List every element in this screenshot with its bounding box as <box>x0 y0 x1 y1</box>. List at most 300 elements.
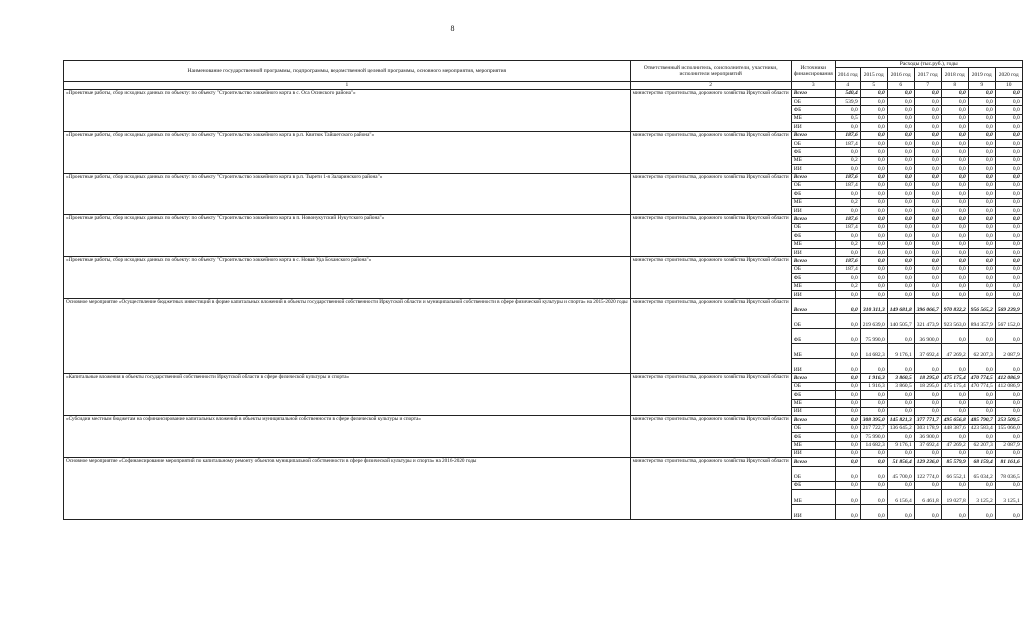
expense-value: 0,0 <box>835 207 860 215</box>
expense-value: 47 269,2 <box>941 441 968 449</box>
expense-value: 0,0 <box>995 98 1022 106</box>
expense-value: 0,0 <box>860 173 887 181</box>
expense-value: 149 681,8 <box>887 299 914 314</box>
expense-value: 0,0 <box>835 165 860 173</box>
funding-source: ФБ <box>791 433 835 441</box>
funding-source: Всего <box>791 257 835 265</box>
expense-value: 0,0 <box>968 265 995 273</box>
expense-value: 377 771,7 <box>914 416 941 424</box>
expense-value: 0,0 <box>941 139 968 147</box>
funding-source: Всего <box>791 131 835 139</box>
column-index: 9 <box>968 82 995 89</box>
expense-value: 448 387,6 <box>941 424 968 432</box>
table-row <box>64 374 1023 382</box>
expense-value: 0,0 <box>835 458 860 466</box>
expense-value: 0,0 <box>835 416 860 424</box>
table-row <box>64 299 1023 314</box>
expense-value: 567 152,0 <box>995 314 1022 329</box>
year-header: 2016 год <box>887 68 914 82</box>
expense-value: 0,0 <box>835 299 860 314</box>
year-header: 2017 год <box>914 68 941 82</box>
expense-value: 0,0 <box>835 359 860 374</box>
expense-value: 475 175,4 <box>941 382 968 390</box>
expense-value: 65 034,2 <box>968 466 995 481</box>
expense-value: 0,0 <box>914 257 941 265</box>
expense-value: 0,0 <box>860 391 887 399</box>
expense-value: 0,0 <box>887 407 914 415</box>
expense-value: 122 774,0 <box>914 466 941 481</box>
expense-value: 0,0 <box>914 274 941 282</box>
expense-value: 0,0 <box>860 466 887 481</box>
year-header: 2015 год <box>860 68 887 82</box>
expense-value: 0,0 <box>995 274 1022 282</box>
table-row <box>64 215 1023 223</box>
funding-source: ИИ <box>791 123 835 131</box>
expense-value: 0,0 <box>887 89 914 97</box>
expense-value: 0,0 <box>887 240 914 248</box>
expense-value: 0,0 <box>968 505 995 520</box>
expense-value: 0,0 <box>835 123 860 131</box>
expense-value: 68 159,4 <box>968 458 995 466</box>
expense-value: 187,4 <box>835 223 860 231</box>
funding-source: ИИ <box>791 165 835 173</box>
expense-value: 0,0 <box>860 490 887 505</box>
funding-source: Всего <box>791 299 835 314</box>
expense-value: 66 552,1 <box>941 466 968 481</box>
executor-name: министерство строительства, дорожного хозяйства Иркутской области <box>630 374 791 416</box>
expense-value: 0,0 <box>914 106 941 114</box>
expense-value: 0,0 <box>995 215 1022 223</box>
expense-value: 0,0 <box>860 98 887 106</box>
expense-value: 569 239,9 <box>995 299 1022 314</box>
expense-value: 0,0 <box>968 359 995 374</box>
expense-value: 0,0 <box>914 282 941 290</box>
expense-value: 129 236,0 <box>914 458 941 466</box>
expense-value: 9 176,1 <box>887 344 914 359</box>
expense-value: 0,0 <box>860 106 887 114</box>
expense-value: 0,0 <box>887 198 914 206</box>
expense-value: 0,0 <box>914 190 941 198</box>
expense-value: 3 860,5 <box>887 374 914 382</box>
expense-value: 0,0 <box>887 156 914 164</box>
expense-value: 0,0 <box>835 291 860 299</box>
expense-value: 0,0 <box>941 190 968 198</box>
expense-value: 0,0 <box>968 89 995 97</box>
year-header: 2018 год <box>941 68 968 82</box>
executor-name: министерство строительства, дорожного хозяйства Иркутской области <box>630 416 791 458</box>
expense-value: 9 176,1 <box>887 441 914 449</box>
expense-value: 0,0 <box>995 282 1022 290</box>
expense-value: 187,6 <box>835 257 860 265</box>
expense-value: 0,0 <box>914 131 941 139</box>
expense-value: 0,0 <box>835 466 860 481</box>
expense-value: 0,0 <box>968 215 995 223</box>
funding-source: ИИ <box>791 207 835 215</box>
column-index: 4 <box>835 82 860 89</box>
expense-value: 0,0 <box>914 181 941 189</box>
measure-name: «Проектные работы, сбор исходных данных по объекту: по объекту "Строительство хоккейного корта в с. Новая Уда Боханского района"» <box>64 257 631 299</box>
expense-value: 0,2 <box>835 156 860 164</box>
funding-source: ОБ <box>791 314 835 329</box>
year-header: 2014 год <box>835 68 860 82</box>
expense-value: 0,0 <box>968 123 995 131</box>
expense-value: 0,0 <box>887 114 914 122</box>
funding-source: ИИ <box>791 505 835 520</box>
expense-value: 0,0 <box>887 433 914 441</box>
measure-name: «Проектные работы, сбор исходных данных по объекту: по объекту "Строительство хоккейного корта в п. Новонукутский Нукутского района"» <box>64 215 631 257</box>
expense-value: 0,0 <box>968 291 995 299</box>
funding-source: МБ <box>791 399 835 407</box>
expense-value: 0,0 <box>835 314 860 329</box>
expense-value: 0,0 <box>941 114 968 122</box>
expense-value: 0,5 <box>835 114 860 122</box>
funding-source: МБ <box>791 156 835 164</box>
expense-value: 0,0 <box>860 481 887 489</box>
expense-value: 3 125,2 <box>968 490 995 505</box>
expense-value: 0,0 <box>860 249 887 257</box>
expense-value: 0,0 <box>995 232 1022 240</box>
expense-value: 0,0 <box>887 190 914 198</box>
expense-value: 0,0 <box>914 173 941 181</box>
expense-value: 0,0 <box>887 223 914 231</box>
measure-name: «Проектные работы, сбор исходных данных по объекту: по объекту "Строительство хоккейного корта в р.п. Тырети 1-я Заларинского района"» <box>64 173 631 215</box>
expense-value: 0,0 <box>941 131 968 139</box>
expense-value: 0,0 <box>941 391 968 399</box>
expense-value: 0,0 <box>860 181 887 189</box>
expense-value: 0,0 <box>887 148 914 156</box>
expense-value: 0,0 <box>995 106 1022 114</box>
expense-value: 303 178,9 <box>914 424 941 432</box>
expense-value: 219 639,0 <box>860 314 887 329</box>
expense-value: 0,2 <box>835 282 860 290</box>
expense-value: 6 461,8 <box>914 490 941 505</box>
expense-value: 0,0 <box>860 190 887 198</box>
expense-value: 19 027,8 <box>941 490 968 505</box>
expense-value: 0,0 <box>887 173 914 181</box>
expense-value: 0,0 <box>860 156 887 164</box>
expense-value: 0,0 <box>968 173 995 181</box>
expense-value: 0,0 <box>887 274 914 282</box>
expense-value: 1 916,3 <box>860 382 887 390</box>
expense-value: 0,0 <box>914 165 941 173</box>
table-row <box>64 173 1023 181</box>
expense-value: 0,0 <box>941 98 968 106</box>
expense-value: 0,0 <box>995 505 1022 520</box>
expense-value: 0,0 <box>914 223 941 231</box>
year-header: 2020 год <box>995 68 1022 82</box>
expense-value: 0,0 <box>968 198 995 206</box>
expense-value: 0,0 <box>835 329 860 344</box>
expense-value: 0,0 <box>860 215 887 223</box>
expense-value: 956 565,2 <box>968 299 995 314</box>
expense-value: 0,0 <box>860 407 887 415</box>
expense-value: 0,0 <box>887 359 914 374</box>
expense-value: 0,0 <box>941 399 968 407</box>
expense-value: 18 295,0 <box>914 374 941 382</box>
expense-value: 0,0 <box>860 359 887 374</box>
expense-value: 0,0 <box>914 89 941 97</box>
expense-value: 0,0 <box>968 190 995 198</box>
expense-value: 0,0 <box>914 291 941 299</box>
expense-value: 136 645,2 <box>887 424 914 432</box>
expense-value: 0,0 <box>968 329 995 344</box>
expense-value: 0,0 <box>860 265 887 273</box>
column-index: 5 <box>860 82 887 89</box>
expense-value: 0,0 <box>941 505 968 520</box>
funding-source: ИИ <box>791 407 835 415</box>
expense-value: 0,0 <box>995 114 1022 122</box>
expense-value: 0,0 <box>914 505 941 520</box>
expense-value: 187,4 <box>835 139 860 147</box>
expense-value: 0,0 <box>887 257 914 265</box>
expense-value: 45 700,0 <box>887 466 914 481</box>
expense-value: 0,0 <box>887 282 914 290</box>
expense-value: 0,0 <box>941 181 968 189</box>
expense-value: 0,0 <box>887 123 914 131</box>
expense-value: 0,0 <box>941 89 968 97</box>
expense-value: 1 916,3 <box>860 374 887 382</box>
expense-value: 0,0 <box>941 165 968 173</box>
expense-value: 412 086,9 <box>995 382 1022 390</box>
expense-value: 0,0 <box>968 223 995 231</box>
expense-value: 0,0 <box>914 399 941 407</box>
expense-value: 6 156,4 <box>887 490 914 505</box>
funding-source: ОБ <box>791 382 835 390</box>
expense-value: 0,0 <box>941 359 968 374</box>
expense-value: 0,0 <box>995 399 1022 407</box>
funding-source: МБ <box>791 198 835 206</box>
expense-value: 0,0 <box>968 449 995 457</box>
column-index: 3 <box>791 82 835 89</box>
table-row <box>64 131 1023 139</box>
expense-value: 0,0 <box>860 198 887 206</box>
expense-value: 0,0 <box>968 207 995 215</box>
expense-value: 470 774,5 <box>968 382 995 390</box>
expense-value: 14 682,3 <box>860 344 887 359</box>
expense-value: 0,0 <box>968 131 995 139</box>
expense-value: 0,0 <box>941 123 968 131</box>
expense-value: 0,0 <box>941 148 968 156</box>
funding-source: ОБ <box>791 424 835 432</box>
expense-value: 0,0 <box>968 148 995 156</box>
funding-source: МБ <box>791 441 835 449</box>
funding-source: МБ <box>791 240 835 248</box>
funding-source: ОБ <box>791 265 835 273</box>
expense-value: 0,0 <box>887 265 914 273</box>
expense-value: 0,0 <box>860 505 887 520</box>
header-expenses: Расходы (тыс.руб.), годы <box>835 61 1022 68</box>
expense-value: 187,6 <box>835 173 860 181</box>
executor-name: министерство строительства, дорожного хозяйства Иркутской области <box>630 299 791 374</box>
expense-value: 0,0 <box>968 156 995 164</box>
expense-value: 0,0 <box>941 265 968 273</box>
expense-value: 85 579,9 <box>941 458 968 466</box>
expense-value: 0,0 <box>968 257 995 265</box>
expense-value: 18 295,0 <box>914 382 941 390</box>
expense-value: 0,0 <box>941 329 968 344</box>
expense-value: 0,0 <box>887 232 914 240</box>
expense-value: 0,0 <box>995 240 1022 248</box>
expense-value: 0,2 <box>835 198 860 206</box>
table-row <box>64 257 1023 265</box>
expense-value: 140 505,7 <box>887 314 914 329</box>
expense-value: 495 656,8 <box>941 416 968 424</box>
expense-value: 217 722,7 <box>860 424 887 432</box>
expense-value: 0,0 <box>995 198 1022 206</box>
expense-value: 0,0 <box>887 165 914 173</box>
expense-value: 0,0 <box>914 207 941 215</box>
expense-value: 0,0 <box>835 232 860 240</box>
expense-value: 0,0 <box>995 181 1022 189</box>
column-index: 10 <box>995 82 1022 89</box>
executor-name: министерство строительства, дорожного хозяйства Иркутской области <box>630 458 791 520</box>
expenditure-table <box>63 60 1023 520</box>
expense-value: 0,0 <box>968 98 995 106</box>
expense-value: 0,0 <box>995 257 1022 265</box>
table-row <box>64 458 1023 466</box>
expense-value: 412 086,9 <box>995 374 1022 382</box>
expense-value: 0,0 <box>968 114 995 122</box>
expense-value: 0,0 <box>860 223 887 231</box>
measure-name: «Капитальные вложения в объекты государственной собственности Иркутской области в сфере физической культуры и спорта» <box>64 374 631 416</box>
expense-value: 423 583,4 <box>968 424 995 432</box>
expense-value: 36 900,0 <box>914 329 941 344</box>
expense-value: 0,0 <box>860 123 887 131</box>
expense-value: 37 692,4 <box>914 441 941 449</box>
expense-value: 0,0 <box>995 173 1022 181</box>
expense-value: 0,0 <box>914 407 941 415</box>
expense-value: 0,0 <box>968 433 995 441</box>
expense-value: 187,4 <box>835 265 860 273</box>
expense-value: 0,0 <box>887 481 914 489</box>
expense-value: 81 161,6 <box>995 458 1022 466</box>
expense-value: 0,0 <box>835 481 860 489</box>
expense-value: 37 692,4 <box>914 344 941 359</box>
expense-value: 0,0 <box>914 359 941 374</box>
header-source: Источники финансирования <box>791 61 835 82</box>
expense-value: 36 900,0 <box>914 433 941 441</box>
expense-value: 0,0 <box>968 282 995 290</box>
expense-value: 0,0 <box>835 433 860 441</box>
expense-value: 0,0 <box>860 165 887 173</box>
expense-value: 0,0 <box>860 148 887 156</box>
expense-value: 0,0 <box>968 165 995 173</box>
funding-source: ФБ <box>791 481 835 489</box>
expense-value: 62 207,3 <box>968 441 995 449</box>
expense-value: 0,0 <box>968 249 995 257</box>
expense-value: 0,0 <box>941 106 968 114</box>
expense-value: 0,0 <box>995 407 1022 415</box>
expense-value: 187,4 <box>835 181 860 189</box>
funding-source: МБ <box>791 490 835 505</box>
expense-value: 0,0 <box>995 190 1022 198</box>
expense-value: 0,0 <box>941 291 968 299</box>
expense-value: 0,0 <box>941 173 968 181</box>
funding-source: МБ <box>791 114 835 122</box>
expense-value: 0,0 <box>914 249 941 257</box>
expense-value: 0,0 <box>995 359 1022 374</box>
expense-value: 0,0 <box>860 139 887 147</box>
header-index-row <box>64 82 1023 89</box>
expense-value: 308 395,0 <box>860 416 887 424</box>
funding-source: ФБ <box>791 391 835 399</box>
expense-value: 0,0 <box>914 114 941 122</box>
expense-value: 0,0 <box>995 89 1022 97</box>
expense-value: 0,0 <box>887 106 914 114</box>
expense-value: 0,0 <box>835 190 860 198</box>
expense-value: 0,0 <box>914 391 941 399</box>
expense-value: 0,0 <box>968 481 995 489</box>
expense-value: 0,0 <box>887 291 914 299</box>
expense-value: 539,9 <box>835 98 860 106</box>
expense-value: 485 790,7 <box>968 416 995 424</box>
expense-value: 0,0 <box>914 139 941 147</box>
expense-value: 155 066,0 <box>995 424 1022 432</box>
expense-value: 0,0 <box>941 274 968 282</box>
expense-value: 145 821,3 <box>887 416 914 424</box>
funding-source: ФБ <box>791 190 835 198</box>
expense-value: 0,0 <box>941 215 968 223</box>
expense-value: 0,0 <box>968 391 995 399</box>
expense-value: 51 856,4 <box>887 458 914 466</box>
expense-value: 0,2 <box>835 240 860 248</box>
funding-source: ОБ <box>791 181 835 189</box>
expense-value: 47 269,2 <box>941 344 968 359</box>
expense-value: 0,0 <box>941 407 968 415</box>
expense-value: 0,0 <box>941 198 968 206</box>
expense-value: 2 087,9 <box>995 344 1022 359</box>
funding-source: ФБ <box>791 274 835 282</box>
expense-value: 0,0 <box>887 207 914 215</box>
executor-name: министерство строительства, дорожного хозяйства Иркутской области <box>630 257 791 299</box>
expense-value: 0,0 <box>914 449 941 457</box>
expense-value: 0,0 <box>914 232 941 240</box>
funding-source: ОБ <box>791 466 835 481</box>
table-row <box>64 416 1023 424</box>
funding-source: Всего <box>791 374 835 382</box>
expense-value: 0,0 <box>941 240 968 248</box>
expense-value: 0,0 <box>995 148 1022 156</box>
funding-source: ИИ <box>791 249 835 257</box>
expense-value: 0,0 <box>914 123 941 131</box>
funding-source: ФБ <box>791 106 835 114</box>
expense-value: 3 125,1 <box>995 490 1022 505</box>
expense-value: 0,0 <box>941 223 968 231</box>
expense-value: 0,0 <box>941 433 968 441</box>
expense-value: 0,0 <box>914 481 941 489</box>
expense-value: 0,0 <box>887 505 914 520</box>
expense-value: 396 066,7 <box>914 299 941 314</box>
expense-value: 923 563,0 <box>941 314 968 329</box>
expense-value: 0,0 <box>941 249 968 257</box>
funding-source: Всего <box>791 173 835 181</box>
expense-value: 0,0 <box>835 424 860 432</box>
expense-value: 0,0 <box>887 249 914 257</box>
expense-value: 0,0 <box>941 156 968 164</box>
expense-value: 0,0 <box>860 257 887 265</box>
expense-value: 475 175,4 <box>941 374 968 382</box>
funding-source: МБ <box>791 282 835 290</box>
expense-value: 0,0 <box>995 391 1022 399</box>
expense-value: 0,0 <box>995 123 1022 131</box>
expense-value: 470 774,5 <box>968 374 995 382</box>
expense-value: 0,0 <box>914 215 941 223</box>
funding-source: ИИ <box>791 449 835 457</box>
expense-value: 0,0 <box>887 329 914 344</box>
expense-value: 0,0 <box>968 106 995 114</box>
funding-source: ФБ <box>791 329 835 344</box>
measure-name: Основное мероприятие «Софинансирование мероприятий по капитальному ремонту объектов муниципальной собственности в сфере физической культуры и спорта» на 2016-2020 годы <box>64 458 631 520</box>
